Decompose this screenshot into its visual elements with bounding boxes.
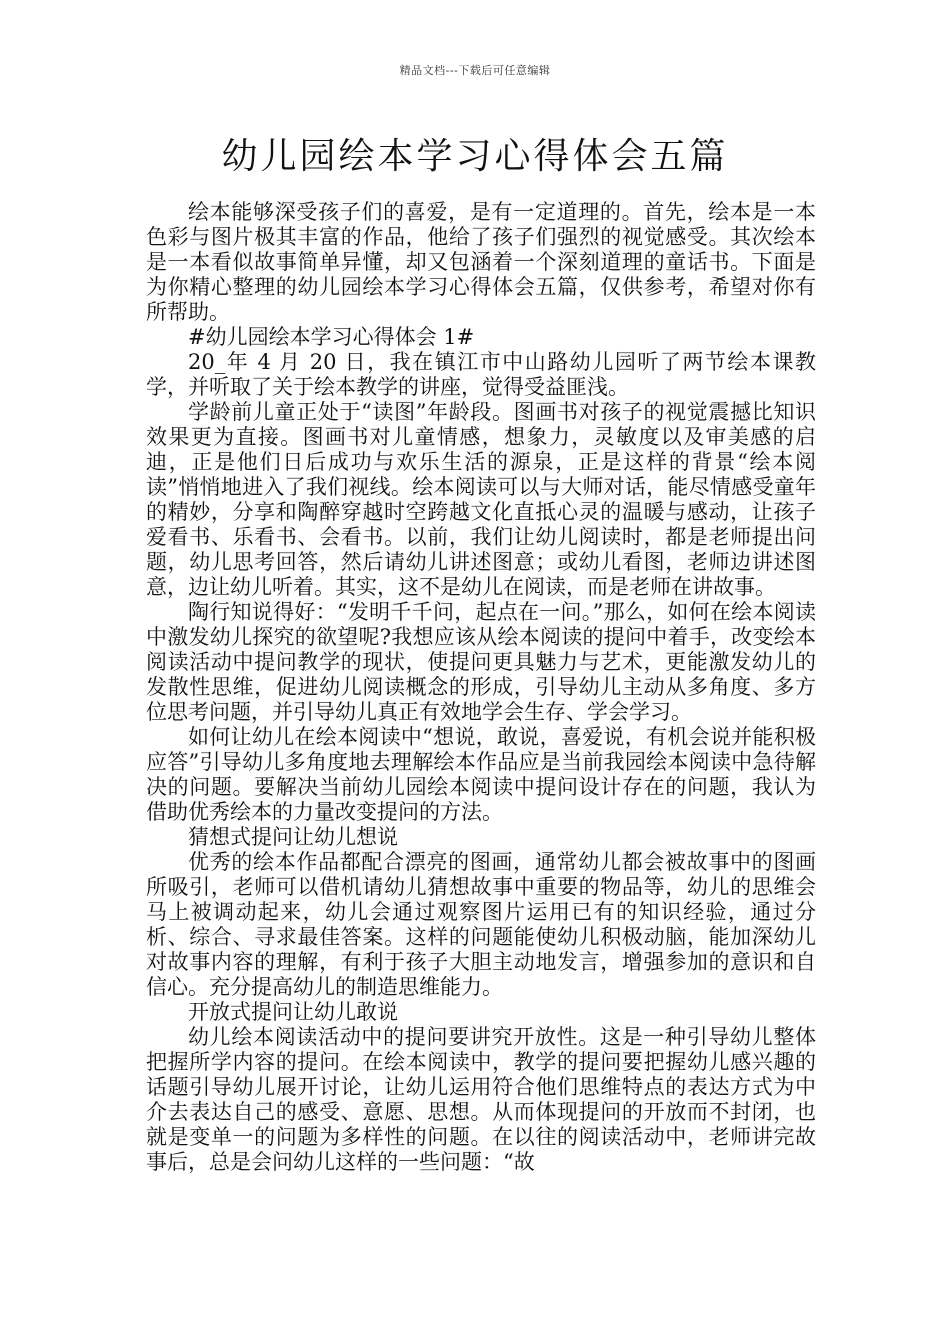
document-body [146, 200, 816, 1175]
paragraph-event: 20_年 4 月 20 日，我在镇江市中山路幼儿园听了两节绘本课教学，并听取了关于绘本教学的讲座，觉得受益匪浅。 [146, 350, 816, 399]
subheading-open: 开放式提问让幼儿敢说 [188, 1000, 398, 1024]
section-heading-1: #幼儿园绘本学习心得体会 1# [188, 325, 475, 349]
document-title: 幼儿园绘本学习心得体会五篇 [221, 136, 729, 177]
subheading-guessing: 猜想式提问让幼儿想说 [188, 825, 398, 849]
paragraph-picture-books: 学龄前儿童正处于“读图”年龄段。图画书对孩子的视觉震撼比知识效果更为直接。图画书对儿童情感，想象力，灵敏度以及审美感的启迪，正是他们日后成功与欢乐生活的源泉，正是这样的背景“绘本阅读”悄悄地进入了我们视线。绘本阅读可以与大师对话，能尽情感受童年的精妙，分享和陶醉穿越时空跨越文化直抵心灵的温暖与感动，让孩子爱看书、乐看书、会看书。以前，我们让幼儿阅读时，都是老师提出问题，幼儿思考回答，然后请幼儿讲述图意；或幼儿看图，老师边讲述图意，边让幼儿听着。其实，这不是幼儿在阅读，而是老师在讲故事。 [146, 400, 816, 599]
paragraph-open: 幼儿绘本阅读活动中的提问要讲究开放性。这是一种引导幼儿整体把握所学内容的提问。在绘本阅读中，教学的提问要把握幼儿感兴趣的话题引导幼儿展开讨论，让幼儿运用符合他们思维特点的表达方式为中介去表达自己的感受、意愿、思想。从而体现提问的开放而不封闭，也就是变单一的问题为多样性的问题。在以往的阅读活动中，老师讲完故事后，总是会问幼儿这样的一些问题：“故 [146, 1025, 816, 1174]
paragraph-how-to: 如何让幼儿在绘本阅读中“想说，敢说，喜爱说，有机会说并能积极应答”引导幼儿多角度地去理解绘本作品应是当前我园绘本阅读中急待解决的问题。要解决当前幼儿园绘本阅读中提问设计存在的问题，我认为借助优秀绘本的力量改变提问的方法。 [146, 725, 816, 824]
paragraph-intro: 绘本能够深受孩子们的喜爱，是有一定道理的。首先，绘本是一本色彩与图片极其丰富的作品，他给了孩子们强烈的视觉感受。其次绘本是一本看似故事简单异懂，却又包涵着一个深刻道理的童话书。下面是为你精心整理的幼儿园绘本学习心得体会五篇，仅供参考，希望对你有所帮助。 [146, 200, 816, 324]
paragraph-guessing: 优秀的绘本作品都配合漂亮的图画，通常幼儿都会被故事中的图画所吸引，老师可以借机请幼儿猜想故事中重要的物品等，幼儿的思维会马上被调动起来，幼儿会通过观察图片运用已有的知识经验，通过分析、综合、寻求最佳答案。这样的问题能使幼儿积极动脑，能加深幼儿对故事内容的理解，有利于孩子大胆主动地发言，增强参加的意识和自信心。充分提高幼儿的制造思维能力。 [146, 850, 816, 999]
paragraph-tao-xingzhi: 陶行知说得好：“发明千千问，起点在一问。”那么，如何在绘本阅读中激发幼儿探究的欲望呢?我想应该从绘本阅读的提问中着手，改变绘本阅读活动中提问教学的现状，使提问更具魅力与艺术，更能激发幼儿的发散性思维，促进幼儿阅读概念的形成，引导幼儿主动从多角度、多方位思考问题，并引导幼儿真正有效地学会生存、学会学习。 [146, 600, 816, 724]
page-header-note: 精品文档---下载后可任意编辑 [399, 64, 551, 77]
